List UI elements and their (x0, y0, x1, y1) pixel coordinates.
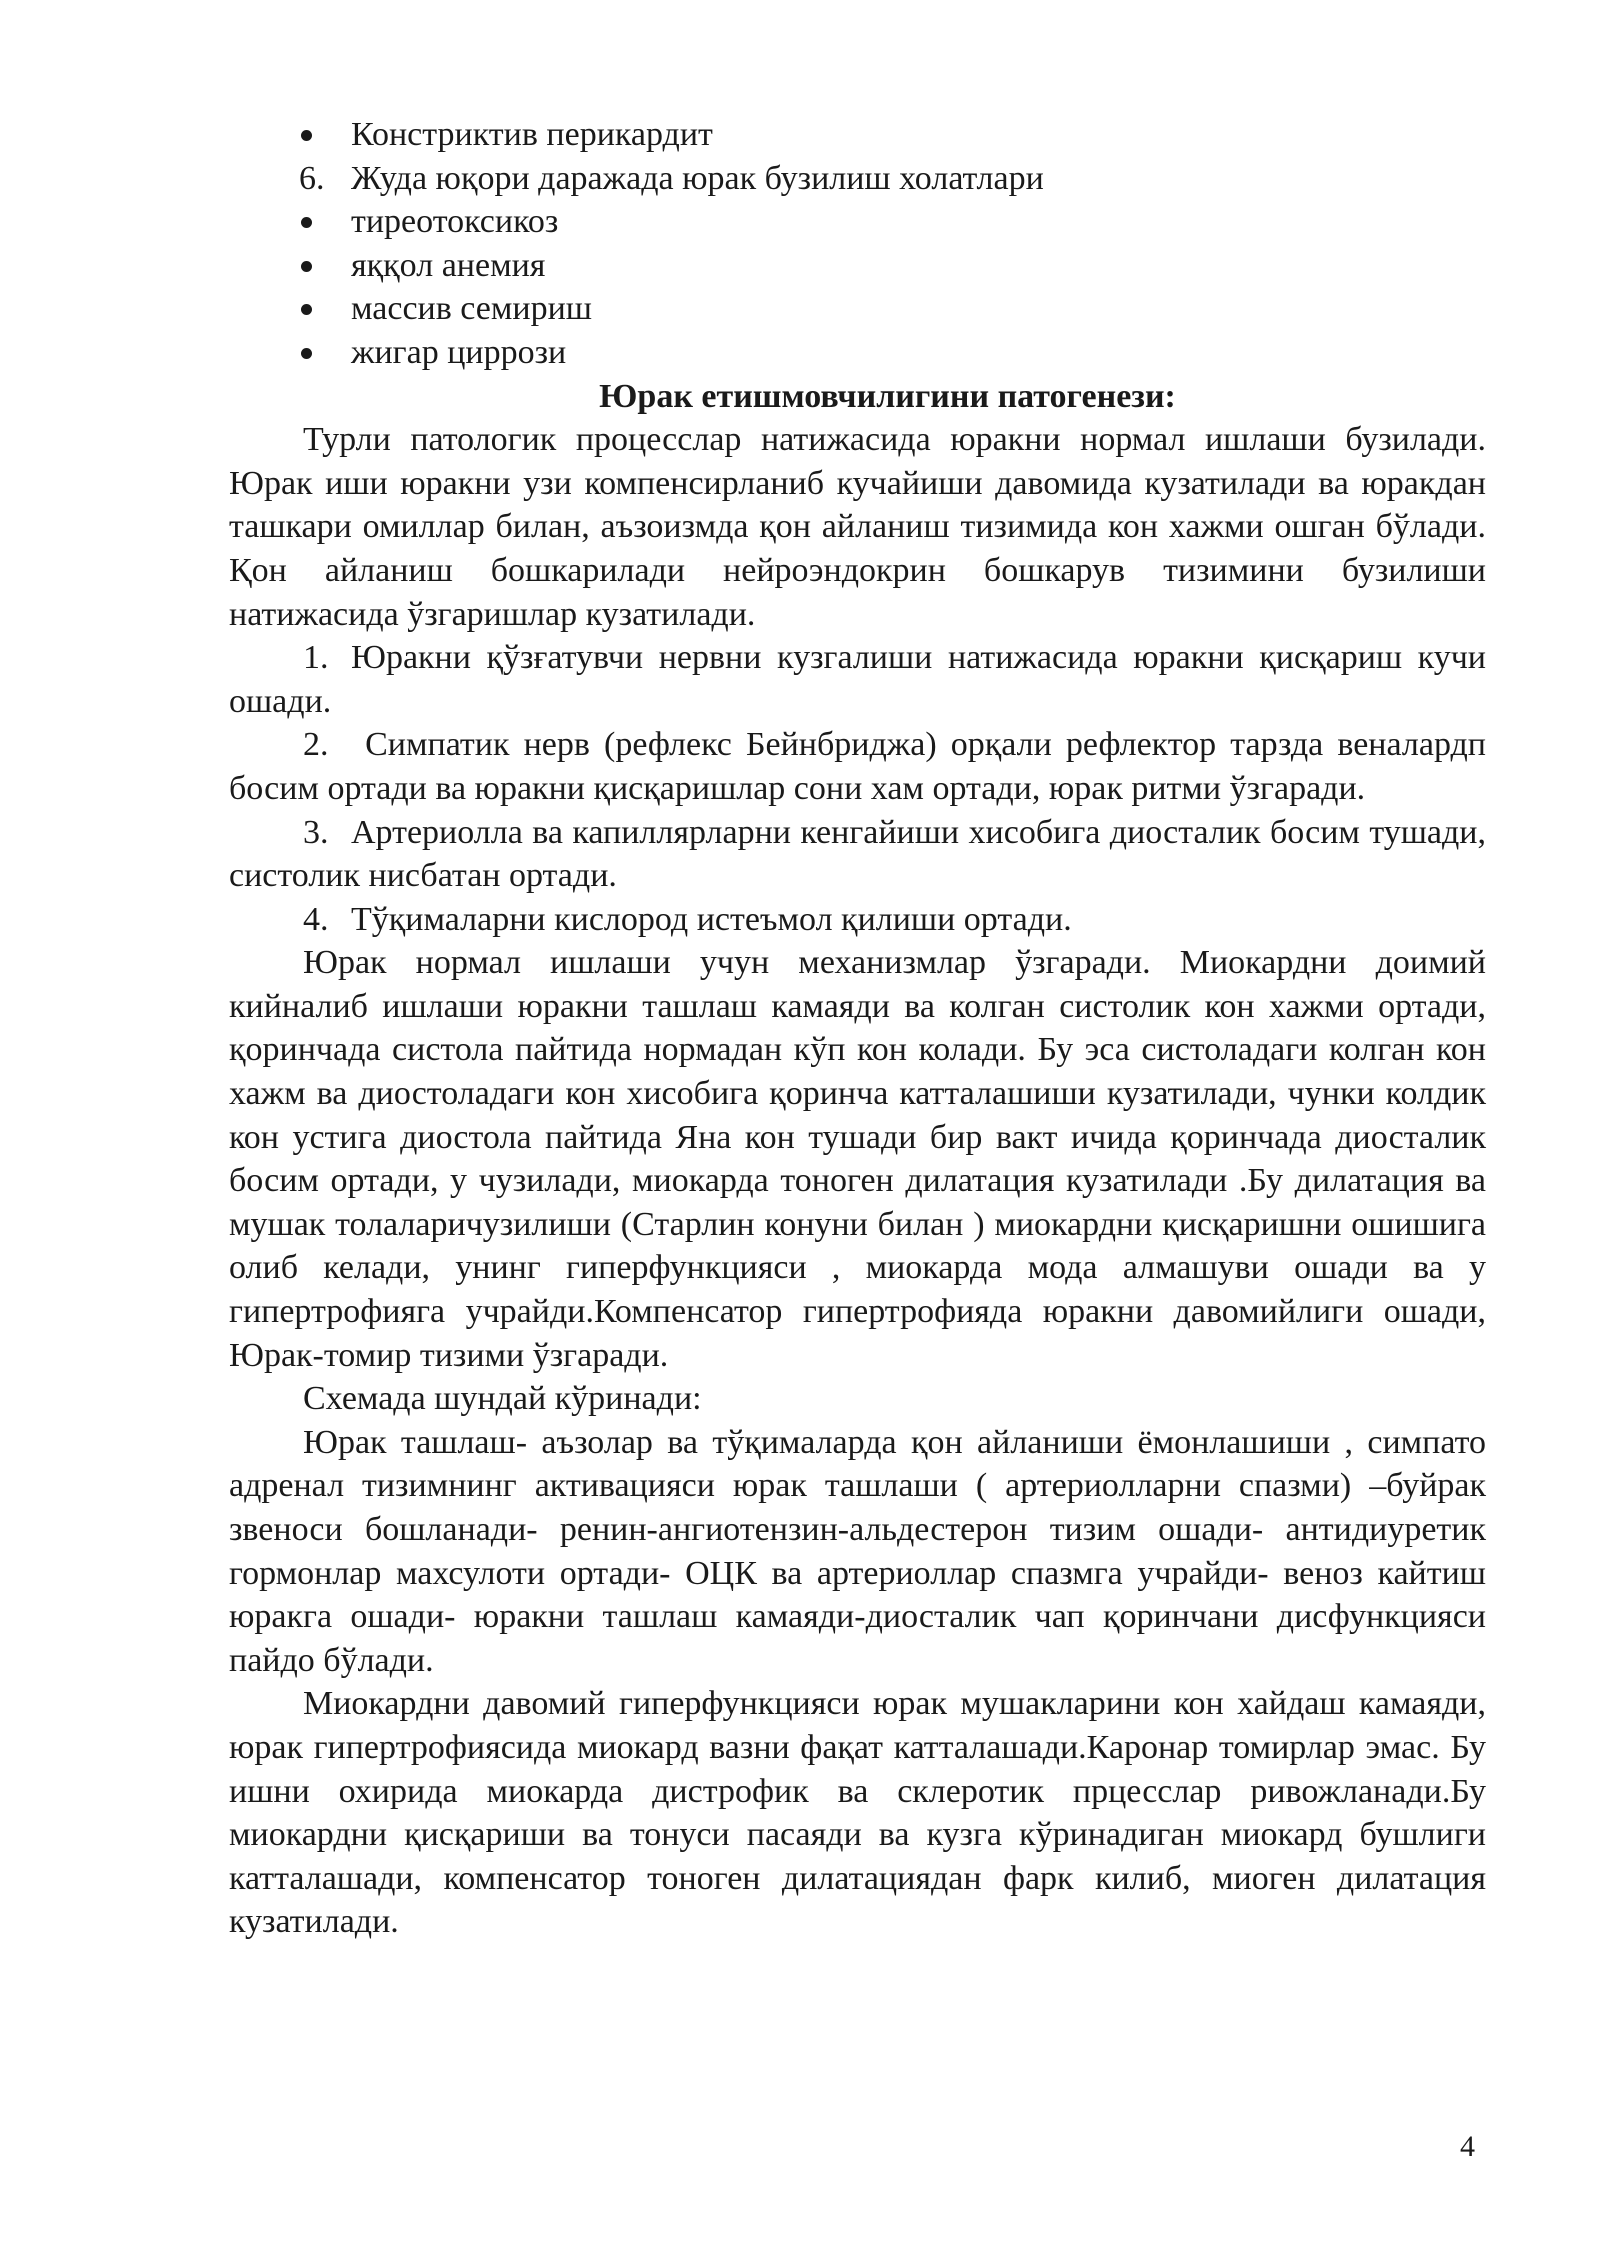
item-number: 4. (303, 900, 329, 938)
mechanisms-paragraph: Юрак нормал ишлаши учун механизмлар ўзгаради. Миокардни доимий кийналиб ишлаши юракни ташлаш камаяди ва колган систолик кон хажми ортади, қоринчада систола пайтида нормадан кўп кон колади. Бу эса систоладаги колган кон хажм ва диостоладаги кон хисобига қоринча катталашиши кузатилади, чунки колдик кон устига диостола пайтида Яна кон тушади бир вакт ичида қоринчада диосталик босим ортади, у чузилади, миокарда тоноген дилатация кузатилади .Бу дилатация ва мушак толаларичузилиши (Старлин конуни билан ) миокардни қисқаришни ошишига олиб келади, унинг гиперфункцияси , миокарда мода алмашуви ошади ва у гипертрофияга учрайди.Компенсатор гипертрофияда юракни давомийлиги ошади, Юрак-томир тизими ўзгаради. (229, 944, 1486, 1374)
list-item-text: массив семириш (351, 290, 592, 328)
list-item-text: Жуда юқори даражада юрак бузилиш холатлари (351, 159, 1044, 197)
list-item (229, 331, 1486, 375)
bullet-icon (301, 261, 312, 272)
item-text: Симпатик нерв (рефлекс Бейнбриджа) орқали рефлектор тарзда веналардп босим ортади ва юракни қисқаришлар сони хам ортади, юрак ритми ўзгаради. (229, 726, 1486, 807)
bullet-icon (301, 304, 312, 315)
list-item (229, 287, 1486, 331)
list-item-text: яққол анемия (351, 246, 546, 284)
bullet-icon (301, 130, 312, 141)
list-item-text: Констриктив перикардит (351, 116, 713, 153)
scheme-paragraph: Юрак ташлаш- аъзолар ва тўқималарда қон айланиши ёмонлашиши , симпато адренал тизимнинг активацияси юрак ташлаши ( артериолларни спазми) –буйрак звеноси бошланади- ренин-ангиотензин-альдестерон тизим ошади- антидиуретик гормонлар махсулоти ортади- ОЦК ва артериоллар спазмга учрайди- веноз кайтиш юракга ошади- юракни ташлаш камаяди-диосталик чап қоринчани дисфункцияси пайдо бўлади. (229, 1423, 1486, 1679)
intro-paragraph: Турли патологик процесслар натижасида юракни нормал ишлаши бузилади. Юрак иши юракни узи компенсирланиб кучайиши давомида кузатилади ва юракдан ташкари омиллар билан, аъзоизмда қон айланиш тизимида кон хажми ошган бўлади. Қон айланиш бошкарилади нейроэндокрин бошкарув тизимини бузилиши натижасида ўзгаришлар кузатилади. (229, 421, 1486, 633)
numbered-item-2 (229, 723, 1486, 810)
final-paragraph: Миокардни давомий гиперфункцияси юрак мушакларини кон хайдаш камаяди, юрак гипертрофиясида миокард вазни фақат катталашади.Каронар томирлар эмас. Бу ишни охирида миокарда дистрофик ва склеротик прцесслар ривожланади.Бу миокардни қисқариши ва тонуси пасаяди ва кузга кўринадиган миокард бушлиги катталашади, компенсатор тоноген дилатациядан фарк килиб, миоген дилатация кузатилади. (229, 1685, 1486, 1941)
numbered-item-4 (229, 898, 1486, 942)
numbered-item-1 (229, 636, 1486, 723)
scheme-intro: Схемада шундай кўринади: (303, 1380, 702, 1418)
list-number: 6. (299, 159, 325, 197)
list-item (229, 244, 1486, 288)
item-number: 1. (303, 639, 329, 677)
item-text: Юракни қўзғатувчи нервни кузгалиши натижасида юракни қисқариш кучи ошади. (229, 639, 1486, 720)
list-item (229, 113, 1486, 157)
list-item-text: тиреотоксикоз (351, 203, 559, 241)
item-number: 3. (303, 813, 329, 851)
top-list (229, 113, 1486, 375)
bullet-icon (301, 348, 312, 359)
list-item-text: жигар циррози (351, 333, 567, 371)
numbered-item-3 (229, 811, 1486, 898)
item-text: Артериолла ва капиллярларни кенгайиши хисобига диосталик босим тушади, систолик нисбатан ортади. (229, 813, 1486, 895)
list-item (229, 200, 1486, 244)
page-number: 4 (1460, 2130, 1475, 2163)
item-text: Тўқималарни кислород истеъмол қилиши ортади. (351, 900, 1072, 938)
item-number: 2. (303, 726, 329, 764)
bullet-icon (301, 217, 312, 228)
list-item (229, 157, 1486, 201)
document-page (229, 113, 1486, 1944)
section-heading: Юрак етишмовчилигини патогенези: (599, 377, 1176, 415)
